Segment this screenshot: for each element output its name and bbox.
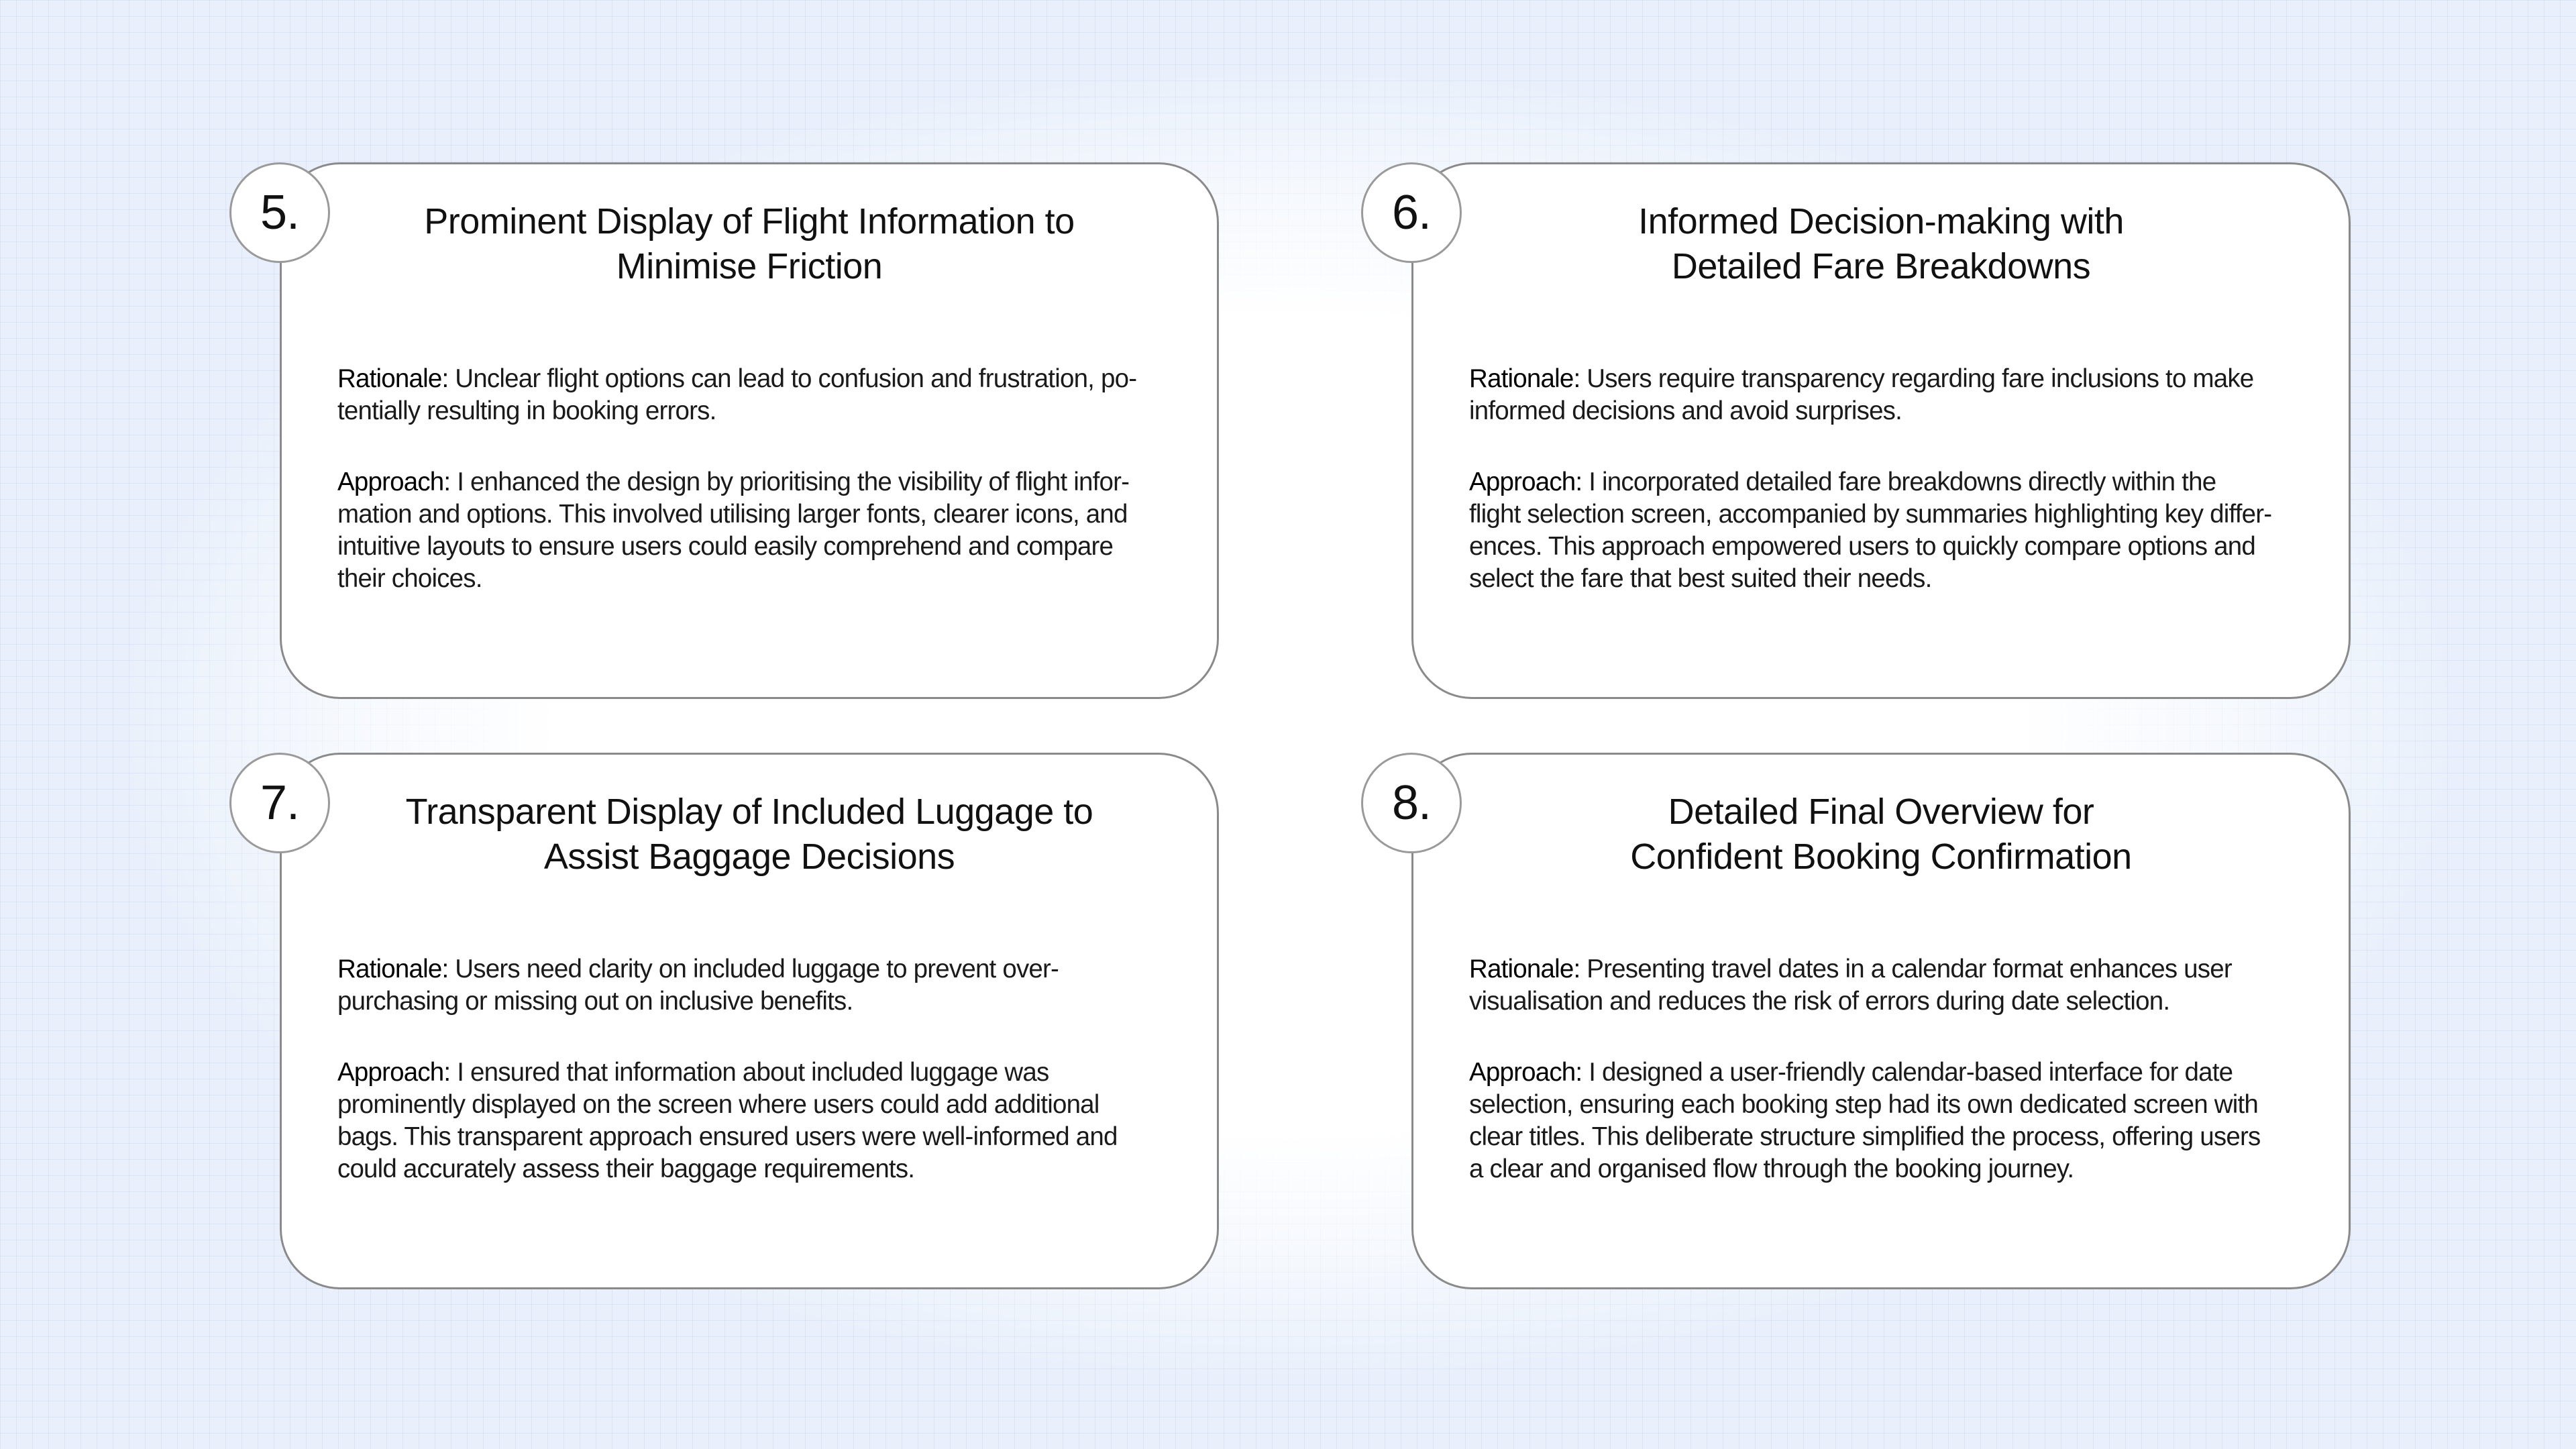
rationale-text: informed decisions and avoid surprises. <box>1469 396 1902 425</box>
rationale-text: tentially resulting in booking errors. <box>337 396 716 425</box>
card-title-line: Prominent Display of Flight Information to <box>424 201 1075 241</box>
card-title <box>349 790 1150 879</box>
card-fare-breakdowns <box>1391 162 2351 699</box>
card-title-line: Detailed Fare Breakdowns <box>1671 246 2091 286</box>
card-booking-overview <box>1391 753 2351 1289</box>
approach-paragraph <box>337 466 1163 595</box>
card-included-luggage <box>260 753 1219 1289</box>
approach-text: flight selection screen, accompanied by summaries highlighting key differ- <box>1469 500 2272 529</box>
approach-paragraph <box>1469 1057 2295 1185</box>
rationale-text: Users need clarity on included luggage to prevent over- <box>448 955 1059 983</box>
approach-text: clear titles. This deliberate structure simplified the process, offering users <box>1469 1122 2261 1151</box>
card-title-line: Confident Booking Confirmation <box>1630 837 2132 877</box>
rationale-text: purchasing or missing out on inclusive benefits. <box>337 987 853 1016</box>
approach-text: I ensured that information about included luggage was <box>450 1058 1049 1087</box>
rationale-label: Rationale: <box>1469 955 1580 983</box>
approach-text: a clear and organised flow through the booking journey. <box>1469 1155 2074 1183</box>
approach-text: I designed a user-friendly calendar-based interface for date <box>1582 1058 2233 1087</box>
step-number-badge: 6. <box>1361 162 1462 263</box>
approach-text: selection, ensuring each booking step had its own dedicated screen with <box>1469 1090 2258 1119</box>
approach-text: I incorporated detailed fare breakdowns directly within the <box>1582 468 2216 496</box>
approach-paragraph <box>337 1057 1163 1185</box>
step-number-badge: 8. <box>1361 753 1462 853</box>
card-title <box>349 199 1150 289</box>
rationale-text: Unclear flight options can lead to confusion and frustration, po- <box>448 364 1137 393</box>
rationale-paragraph <box>337 953 1163 1018</box>
approach-text: I enhanced the design by prioritising the visibility of flight infor- <box>450 468 1130 496</box>
card-title-line: Informed Decision-making with <box>1638 201 2124 241</box>
approach-label: Approach: <box>337 468 451 496</box>
approach-label: Approach: <box>1469 1058 1582 1087</box>
approach-text: could accurately assess their baggage requirements. <box>337 1155 915 1183</box>
approach-text: mation and options. This involved utilising larger fonts, clearer icons, and <box>337 500 1128 529</box>
approach-text: intuitive layouts to ensure users could easily comprehend and compare <box>337 532 1114 561</box>
approach-text: prominently displayed on the screen where users could add additional <box>337 1090 1099 1119</box>
approach-label: Approach: <box>1469 468 1582 496</box>
approach-text: their choices. <box>337 564 482 593</box>
rationale-text: visualisation and reduces the risk of errors during date selection. <box>1469 987 2170 1016</box>
approach-label: Approach: <box>337 1058 451 1087</box>
approach-text: bags. This transparent approach ensured users were well-informed and <box>337 1122 1118 1151</box>
step-number-badge: 7. <box>229 753 330 853</box>
rationale-label: Rationale: <box>337 364 449 393</box>
card-title-line: Transparent Display of Included Luggage to <box>405 792 1093 832</box>
rationale-label: Rationale: <box>337 955 449 983</box>
card-title-line: Minimise Friction <box>616 246 883 286</box>
card-title-line: Detailed Final Overview for <box>1668 792 2094 832</box>
rationale-text: Presenting travel dates in a calendar format enhances user <box>1580 955 2232 983</box>
rationale-paragraph <box>1469 363 2295 427</box>
rationale-paragraph <box>1469 953 2295 1018</box>
card-title <box>1481 199 2282 289</box>
card-flight-information <box>260 162 1219 699</box>
card-title <box>1481 790 2282 879</box>
card-title-line: Assist Baggage Decisions <box>543 837 955 877</box>
rationale-label: Rationale: <box>1469 364 1580 393</box>
step-number-badge: 5. <box>229 162 330 263</box>
approach-paragraph <box>1469 466 2295 595</box>
rationale-paragraph <box>337 363 1163 427</box>
approach-text: ences. This approach empowered users to quickly compare options and <box>1469 532 2255 561</box>
rationale-text: Users require transparency regarding fare inclusions to make <box>1580 364 2254 393</box>
approach-text: select the fare that best suited their needs. <box>1469 564 1932 593</box>
